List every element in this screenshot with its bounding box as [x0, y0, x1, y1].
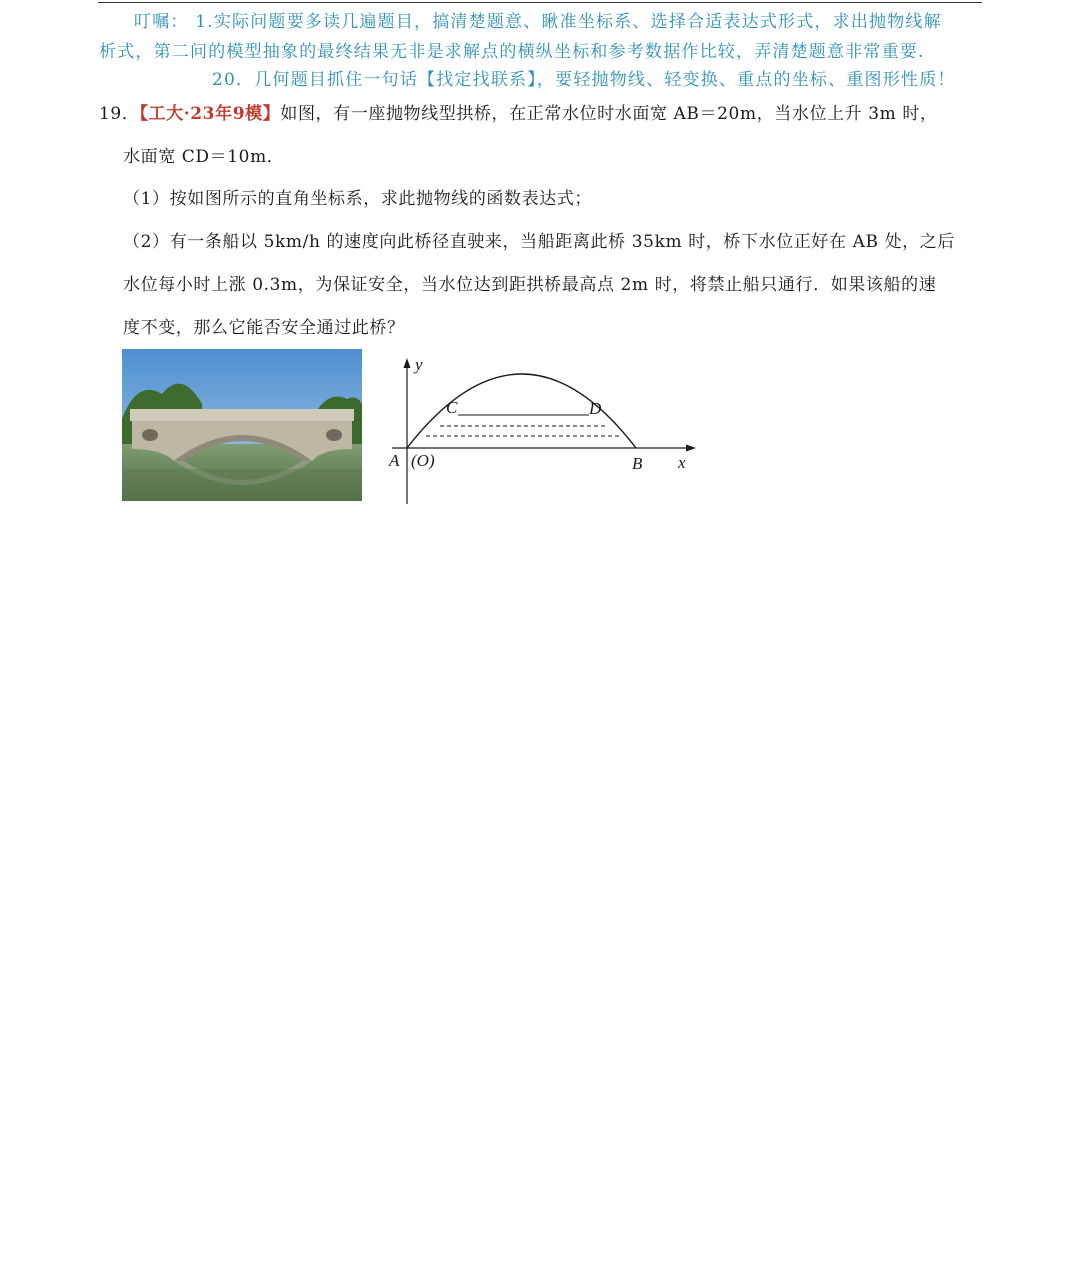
label-x: x	[678, 453, 686, 472]
label-a: A	[389, 451, 400, 470]
parabola-arch	[407, 374, 636, 448]
parabola-diagram	[378, 350, 708, 510]
question-stem-line-2: 水面宽 CD＝10m．	[123, 147, 285, 167]
label-c: C	[446, 398, 458, 417]
tip-line-2: 析式，第二问的模型抽象的最终结果无非是求解点的横纵坐标和参考数据作比较，弄清楚题意非常重要.	[99, 42, 925, 62]
question-source-tag: 【工大·23年9模】	[139, 104, 281, 124]
label-d: D	[589, 399, 602, 418]
question-stem-line-1	[99, 99, 938, 124]
question-part-2-line-2: 水位每小时上涨 0.3m，为保证安全，当水位达到距拱桥最高点 2m 时，将禁止船只通行．如果该船的速	[123, 275, 937, 295]
question-number: 19．	[99, 104, 140, 124]
x-axis-arrow	[686, 445, 696, 452]
question-part-2-line-1: （2）有一条船以 5km/h 的速度向此桥径直驶来，当船距离此桥 35km 时，桥下水位正好在 AB 处，之后	[123, 232, 955, 252]
y-axis-arrow	[404, 358, 411, 368]
question-part-1: （1）按如图所示的直角坐标系，求此抛物线的函数表达式；	[123, 189, 593, 209]
label-y: y	[415, 355, 423, 374]
label-origin: (O)	[411, 451, 435, 470]
question-part-2-line-3: 度不变，那么它能否安全通过此桥？	[123, 318, 405, 338]
tip-line-3: 20．几何题目抓住一句话【找定找联系】，要轻抛物线、轻变换、重点的坐标、重图形性质！	[212, 70, 956, 90]
label-b: B	[632, 454, 643, 473]
tip-line-1: 叮嘱： 1.实际问题要多读几遍题目，搞清楚题意、瞅准坐标系、选择合适表达式形式，求出抛物线解	[134, 12, 942, 32]
question-stem-text-1: 如图，有一座抛物线型拱桥，在正常水位时水面宽 AB＝20m，当水位上升 3m 时，	[280, 104, 938, 124]
header-rule	[98, 2, 982, 3]
bridge-photo	[122, 349, 362, 501]
